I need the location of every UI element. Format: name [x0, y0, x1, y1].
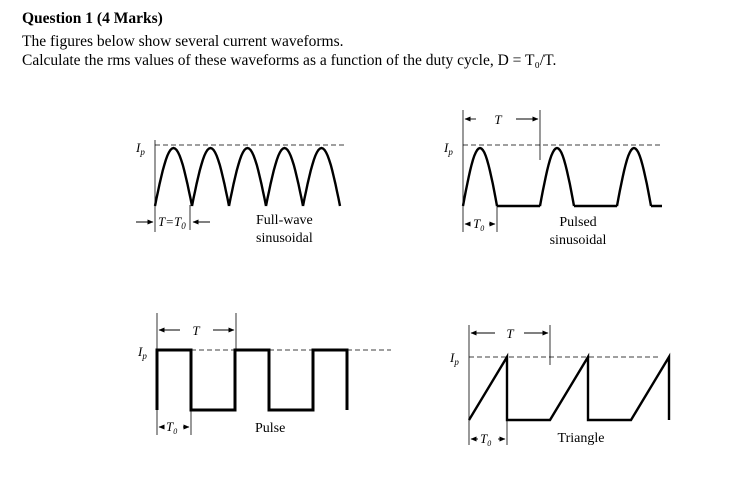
- triangle-waveform: [469, 357, 669, 420]
- pulsed-label-1: Pulsed: [559, 215, 597, 230]
- fullwave-label-1: Full-wave: [256, 213, 313, 228]
- pulse-period-label: T: [192, 323, 200, 338]
- fullwave-period-label: $T=T_0$: [158, 214, 186, 231]
- triangle-period-label: T: [506, 326, 514, 341]
- triangle-figure: [449, 325, 669, 448]
- pulsed-waveform: [463, 148, 662, 206]
- question-text-line-2: Calculate the rms values of these waveforms as a function of the duty cycle, D = T₀/T.: [22, 52, 557, 69]
- fullwave-amp-label: $I_p$: [136, 140, 145, 157]
- triangle-on-label: $T_0$: [480, 431, 492, 448]
- fullwave-label-2: sinusoidal: [256, 231, 313, 246]
- pulsed-figure: [443, 110, 662, 248]
- triangle-amp-label: $I_p$: [450, 350, 459, 367]
- pulsed-on-label: $T_0$: [473, 216, 485, 233]
- pulsed-period-label: T: [494, 112, 502, 127]
- pulse-label: Pulse: [255, 421, 286, 436]
- fullwave-figure: [135, 140, 345, 246]
- question-title: Question 1 (4 Marks): [22, 10, 163, 27]
- pulsed-label-2: sinusoidal: [549, 233, 607, 248]
- pulse-amp-label: $I_p$: [138, 344, 147, 361]
- fullwave-waveform: [155, 148, 340, 206]
- pulse-waveform: [157, 350, 347, 410]
- pulse-figure: [137, 313, 391, 436]
- pulsed-amp-label: $I_p$: [444, 140, 453, 157]
- question-text-line-1: The figures below show several current waveforms.: [22, 33, 344, 50]
- pulse-on-label: $T_0$: [166, 419, 178, 436]
- triangle-label: Triangle: [557, 431, 605, 446]
